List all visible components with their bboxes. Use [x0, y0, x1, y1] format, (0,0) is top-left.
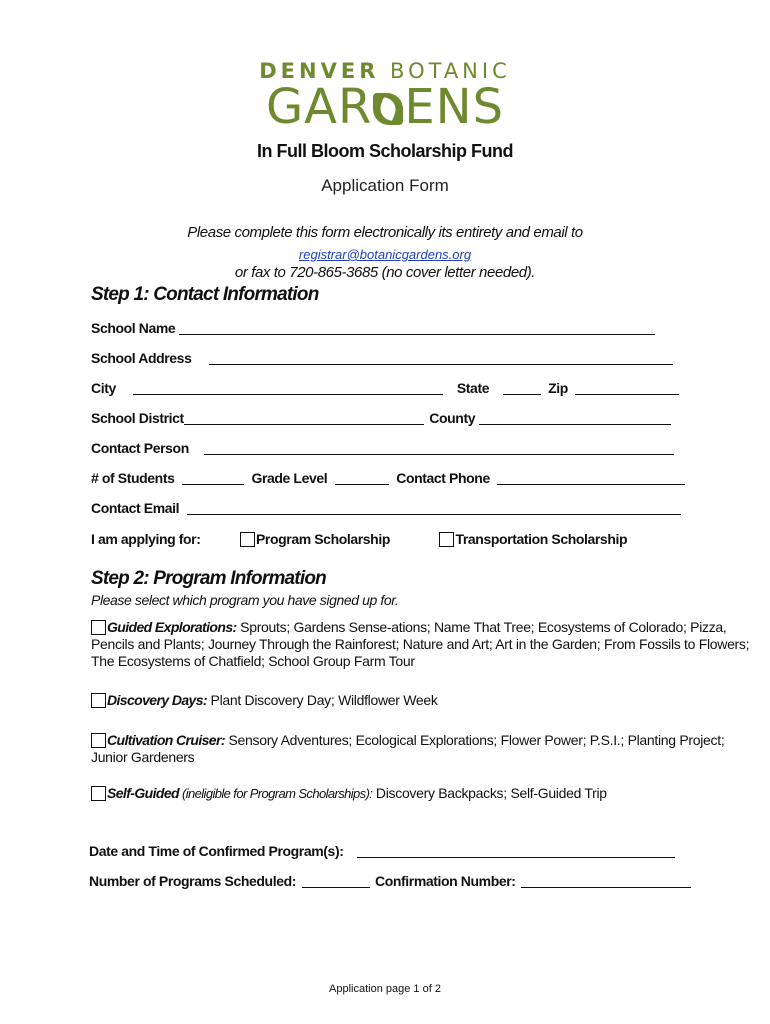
school-address-field[interactable] [209, 350, 673, 365]
grade-level-field[interactable] [335, 470, 389, 485]
grade-level-label: Grade Level [251, 470, 328, 486]
transportation-scholarship-label: Transportation Scholarship [455, 531, 628, 547]
school-district-label: School District [91, 410, 184, 426]
school-name-field[interactable] [179, 320, 655, 335]
num-students-label: # of Students [91, 470, 175, 486]
school-name-row [91, 320, 655, 336]
step1-heading: Step 1: Contact Information [91, 284, 319, 305]
fax-instructions: or fax to 720-865-3685 (no cover letter needed). [234, 264, 536, 281]
logo-word-gar: GAR [265, 79, 373, 135]
applying-for-row [91, 531, 627, 547]
num-programs-field[interactable] [302, 873, 370, 888]
county-label: County [429, 410, 476, 426]
form-subtitle: Application Form [321, 176, 449, 195]
city-row [91, 380, 679, 396]
zip-label: Zip [548, 380, 568, 396]
city-field[interactable] [133, 380, 443, 395]
programs-confirmation-row [89, 873, 691, 889]
program-scholarship-label: Program Scholarship [255, 531, 390, 547]
program-name: Cultivation Cruiser: [107, 732, 225, 748]
confirmation-field[interactable] [521, 873, 691, 888]
city-label: City [91, 380, 116, 396]
contact-email-field[interactable] [187, 500, 681, 515]
num-students-field[interactable] [182, 470, 244, 485]
confirmation-label: Confirmation Number: [375, 873, 516, 889]
contact-person-row [91, 440, 674, 456]
contact-person-label: Contact Person [91, 440, 189, 456]
guided-explorations-checkbox[interactable] [91, 620, 106, 635]
registrar-email-link[interactable]: registrar@botanicgardens.org [298, 247, 472, 262]
state-field[interactable] [503, 380, 541, 395]
students-grade-phone-row [91, 470, 685, 486]
program-eligibility-note: (ineligible for Program Scholarships): [178, 786, 373, 801]
program-desc: Plant Discovery Day; Wildflower Week [206, 692, 438, 708]
logo-word-ens: ENS [404, 79, 505, 135]
transportation-scholarship-checkbox[interactable] [439, 532, 454, 547]
logo-word-botanic: BOTANIC [379, 59, 511, 83]
school-name-label: School Name [91, 320, 176, 336]
program-name: Guided Explorations: [107, 619, 237, 635]
county-field[interactable] [479, 410, 671, 425]
form-title: In Full Bloom Scholarship Fund [257, 141, 513, 161]
program-desc: Sprouts; Gardens Sense-ations; Name That Tree; Ecosystems of Colorado; Pizza, Pencils and Plants; Journey Through the Rainforest; Nature and Art; Art in the Garden; From Fossils to Flowers; The Ecosystems of Chatfield; School Group Farm Tour [91, 619, 750, 669]
leaf-icon [373, 93, 403, 125]
denver-botanic-gardens-logo [0, 58, 770, 135]
cultivation-cruiser-checkbox[interactable] [91, 733, 106, 748]
step2-heading: Step 2: Program Information [91, 568, 326, 589]
program-cultivation-cruiser [91, 732, 751, 766]
school-district-row [91, 410, 671, 426]
program-name: Self-Guided [107, 785, 179, 801]
contact-email-label: Contact Email [91, 500, 180, 516]
page-footer: Application page 1 of 2 [329, 983, 441, 995]
school-district-field[interactable] [184, 410, 424, 425]
program-name: Discovery Days: [107, 692, 207, 708]
date-time-label: Date and Time of Confirmed Program(s): [89, 843, 344, 859]
applying-for-label: I am applying for: [91, 531, 201, 547]
contact-phone-label: Contact Phone [396, 470, 490, 486]
program-desc: Sensory Adventures; Ecological Explorations; Flower Power; P.S.I.; Planting Project; Junior Gardeners [91, 732, 725, 765]
zip-field[interactable] [575, 380, 679, 395]
date-time-field[interactable] [357, 843, 675, 858]
logo-word-denver: DENVER [259, 59, 380, 83]
program-scholarship-checkbox[interactable] [240, 532, 255, 547]
school-address-row [91, 350, 673, 366]
school-address-label: School Address [91, 350, 192, 366]
program-discovery-days [91, 692, 751, 709]
program-select-note: Please select which program you have signed up for. [91, 592, 399, 608]
discovery-days-checkbox[interactable] [91, 693, 106, 708]
self-guided-checkbox[interactable] [91, 786, 106, 801]
program-guided-explorations [91, 619, 751, 670]
contact-email-row [91, 500, 681, 516]
date-time-row [89, 843, 675, 859]
program-self-guided [91, 785, 751, 802]
num-programs-label: Number of Programs Scheduled: [89, 873, 296, 889]
contact-phone-field[interactable] [497, 470, 685, 485]
contact-person-field[interactable] [204, 440, 674, 455]
program-desc: Discovery Backpacks; Self-Guided Trip [372, 785, 607, 801]
state-label: State [456, 380, 490, 396]
instructions: Please complete this form electronically its entirety and email to [187, 224, 583, 241]
